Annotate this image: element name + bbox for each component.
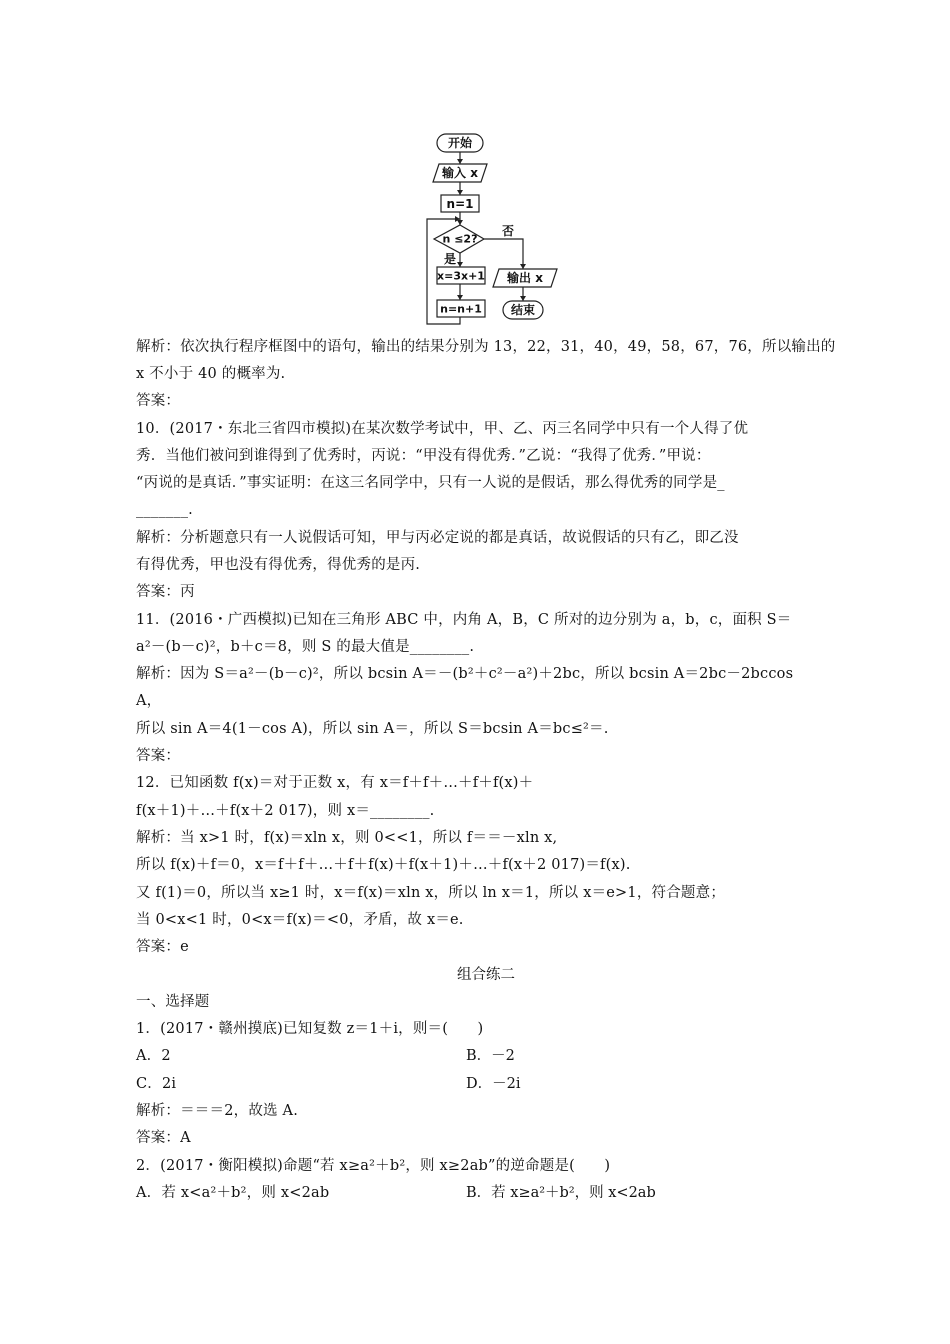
option-b: B．若 x≥a²＋b²，则 x<2ab — [466, 1185, 656, 1201]
flow-yes-label: 是 — [443, 252, 457, 266]
text-line: 答案： — [136, 748, 181, 764]
text-line: 一、选择题 — [136, 994, 210, 1010]
flow-init-label: n=1 — [446, 197, 474, 211]
flow-end-label: 结束 — [510, 303, 536, 317]
flow-output-label: 输出 x — [507, 271, 543, 285]
text-line: 解析：当 x>1 时，f(x)＝xln x，则 0<<1，所以 f＝＝－xln x, — [136, 830, 558, 846]
text-line: x 不小于 40 的概率为. — [136, 366, 286, 382]
text-line: 当 0<x<1 时，0<x＝f(x)＝<0，矛盾，故 x＝e. — [136, 912, 464, 928]
option-a: A．若 x<a²＋b²，则 x<2ab — [136, 1185, 330, 1201]
text-line: f(x＋1)＋…＋f(x＋2 017)，则 x＝________. — [136, 803, 435, 819]
text-line: 答案：e — [136, 939, 189, 955]
program-flowchart — [420, 128, 570, 328]
text-line: 答案： — [136, 393, 181, 409]
option-b: B．－2 — [466, 1048, 515, 1064]
text-line: 2．(2017・衡阳模拟)命题“若 x≥a²＋b²，则 x≥2ab”的逆命题是( ) — [136, 1158, 611, 1174]
text-line: 答案：A — [136, 1130, 191, 1146]
text-line: 解析：＝＝＝2，故选 A. — [136, 1103, 299, 1119]
text-line: 12．已知函数 f(x)＝对于正数 x，有 x＝f＋f＋…＋f＋f(x)＋ — [136, 775, 534, 791]
section-title: 组合练二 — [457, 967, 515, 983]
text-line: 11．(2016・广西模拟)已知在三角形 ABC 中，内角 A，B，C 所对的边分别为 a，b，c，面积 S＝ — [136, 612, 792, 628]
option-d: D．－2i — [466, 1076, 521, 1092]
flow-step1-label: x=3x+1 — [437, 269, 485, 283]
flow-input-label: 输入 x — [442, 166, 478, 180]
flow-condition-label: n ≤2? — [442, 232, 478, 246]
flow-start-label: 开始 — [447, 136, 473, 150]
text-line: 1．(2017・赣州摸底)已知复数 z＝1＋i，则＝( ) — [136, 1021, 484, 1037]
text-line: 所以 f(x)＋f＝0，x＝f＋f＋…＋f＋f(x)＋f(x＋1)＋…＋f(x＋2 017)＝f(x). — [136, 857, 631, 873]
text-line: 有得优秀，甲也没有得优秀，得优秀的是丙. — [136, 557, 421, 573]
text-line: 10．(2017・东北三省四市模拟)在某次数学考试中，甲、乙、丙三名同学中只有一个人得了优 — [136, 421, 749, 437]
text-line: “丙说的是真话．”事实证明：在这三名同学中，只有一人说的是假话，那么得优秀的同学是_ — [136, 475, 725, 491]
text-line: _______. — [136, 502, 193, 518]
option-a: A．2 — [136, 1048, 171, 1064]
flow-step2-label: n=n+1 — [440, 302, 482, 316]
text-line: 解析：依次执行程序框图中的语句，输出的结果分别为 13，22，31，40，49，58，67，76，所以输出的 — [136, 339, 836, 355]
text-line: 又 f(1)＝0，所以当 x≥1 时，x＝f(x)＝xln x，所以 ln x＝1，所以 x＝e>1，符合题意； — [136, 885, 726, 901]
text-line: 所以 sin A＝4(1－cos A)，所以 sin A＝，所以 S＝bcsin A＝bc≤²＝. — [136, 721, 609, 737]
option-c: C．2i — [136, 1076, 177, 1092]
text-line: 答案：丙 — [136, 584, 195, 600]
flow-no-label: 否 — [501, 224, 515, 238]
text-line: 秀．当他们被问到谁得到了优秀时，丙说：“甲没有得优秀．”乙说：“我得了优秀．”甲说： — [136, 448, 711, 464]
text-line: A， — [136, 693, 162, 709]
text-line: 解析：分析题意只有一人说假话可知，甲与丙必定说的都是真话，故说假话的只有乙，即乙没 — [136, 530, 739, 546]
text-line: a²－(b－c)²，b＋c＝8，则 S 的最大值是________. — [136, 639, 475, 655]
text-line: 解析：因为 S＝a²－(b－c)²，所以 bcsin A＝－(b²＋c²－a²)＋2bc，所以 bcsin A＝2bc－2bccos — [136, 666, 794, 682]
flowchart-shapes — [420, 128, 570, 328]
